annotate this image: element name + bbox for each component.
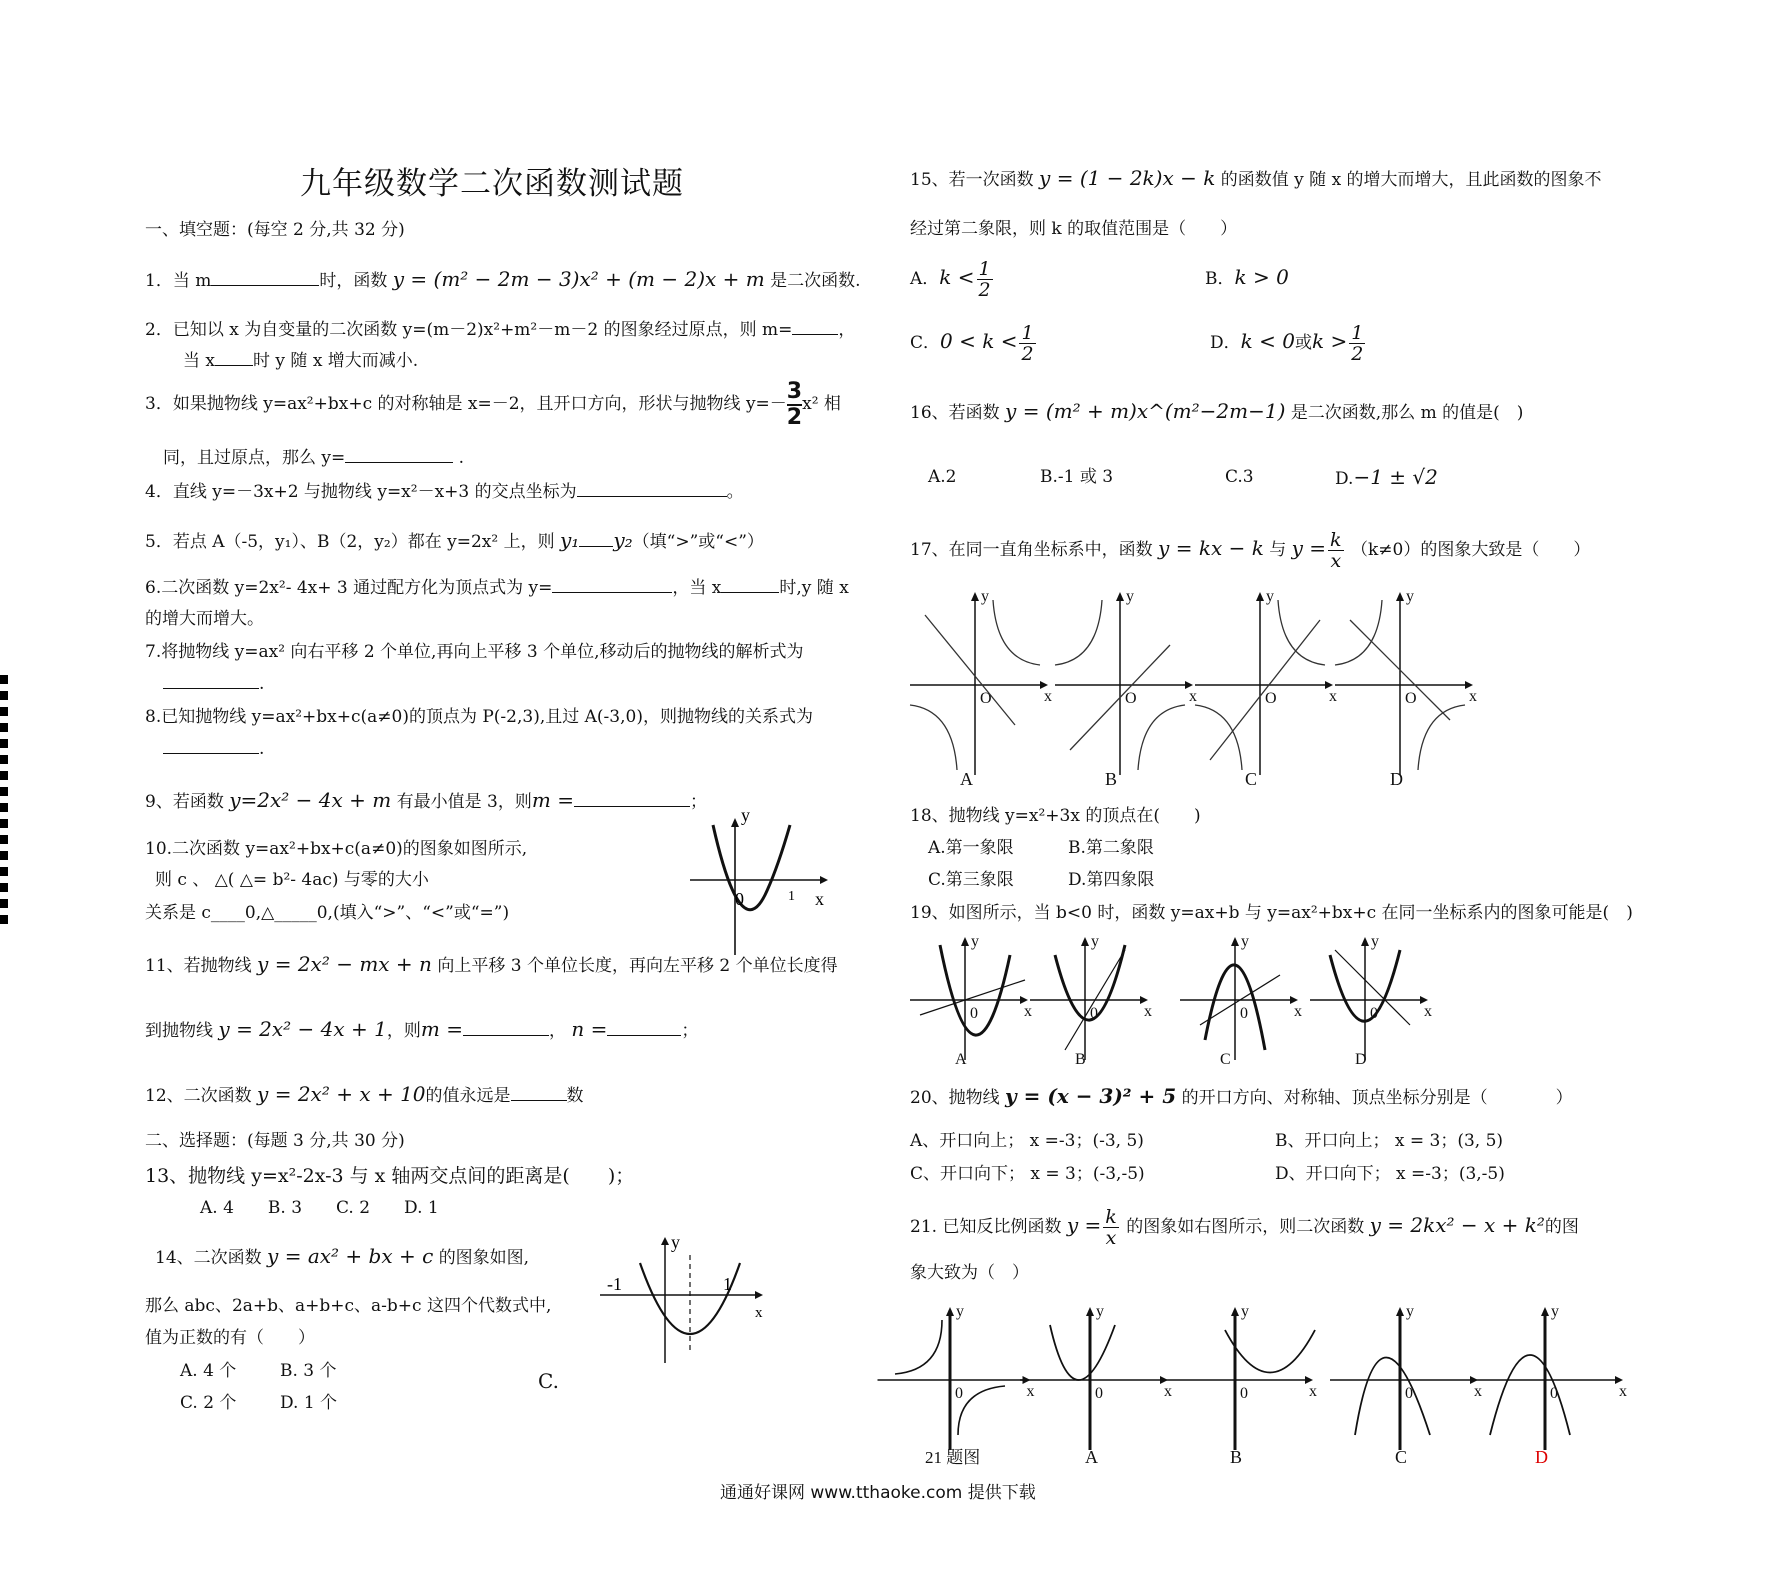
origin-label: 0 bbox=[955, 1385, 963, 1402]
graph-label-b: B bbox=[1105, 769, 1118, 789]
y-axis-arrow bbox=[1231, 1307, 1239, 1316]
q14-option-b: B. 3 个 bbox=[280, 1361, 337, 1381]
question-3-line2: 同，且过原点，那么 y= . bbox=[163, 448, 465, 468]
graph-label-b: B bbox=[1230, 1447, 1243, 1467]
axis-x-label: x bbox=[1424, 1003, 1432, 1020]
y-axis-arrow bbox=[1081, 937, 1089, 946]
origin-label: 0 bbox=[1240, 1385, 1248, 1402]
q21-graphs bbox=[890, 1305, 1680, 1465]
origin-label: O bbox=[1265, 690, 1277, 707]
axis-y-label: y bbox=[671, 1232, 680, 1252]
graph-label-a: A bbox=[1085, 1447, 1098, 1467]
axis-y-label: y bbox=[1241, 1303, 1249, 1320]
question-12: 12、二次函数 y = 2x² + x + 10的值永远是 数 bbox=[145, 1082, 584, 1106]
axis-y-label: y bbox=[1266, 588, 1274, 605]
q16-option-d: D.−1 ± √2 bbox=[1335, 465, 1438, 489]
axis-x-label: x bbox=[815, 889, 824, 909]
graph-label-a: A bbox=[960, 769, 973, 789]
q16-option-c: C.3 bbox=[1225, 467, 1254, 487]
question-7-blank: . bbox=[163, 672, 264, 695]
question-5: 5．若点 A（-5，y₁）、B（2，y₂）都在 y=2x² 上，则 y₁ y₂（填“>”或“<”） bbox=[145, 528, 764, 552]
q14-parabola-figure bbox=[595, 1232, 770, 1365]
question-14-line3: 值为正数的有（ ） bbox=[145, 1328, 315, 1348]
y-axis-arrow bbox=[1231, 937, 1239, 946]
question-2: 2．已知以 x 为自变量的二次函数 y=(m－2)x²+m²－m－2 的图象经过原点，则 m= ， bbox=[145, 320, 856, 340]
q20-option-c: C、开口向下； x = 3；(-3,-5) bbox=[910, 1164, 1145, 1184]
hyperbola-branch bbox=[1138, 705, 1185, 770]
answer-blank bbox=[607, 1019, 681, 1036]
question-6: 6.二次函数 y=2x²- 4x+ 3 通过配方化为顶点式为 y= ，当 x 时,y 随 x bbox=[145, 578, 849, 598]
axis-y-label: y bbox=[971, 933, 979, 950]
question-21-line2: 象大致为（ ） bbox=[910, 1263, 1029, 1283]
axis-y-label: y bbox=[1406, 1303, 1414, 1320]
axis-x-label: x bbox=[1044, 688, 1052, 705]
origin-label: 0 bbox=[1405, 1385, 1413, 1402]
q15-option-a: A．k < $\frac{1}{2}$ bbox=[910, 258, 991, 301]
graph-label-b: B bbox=[1075, 1051, 1086, 1068]
axis-x-label: x bbox=[1189, 688, 1197, 705]
question-3: 3．如果抛物线 y=ax²+bx+c 的对称轴是 x=－2，且开口方向，形状与抛物线 y=－ $\frac{3}{2}x^2$ 相 bbox=[145, 378, 841, 430]
page-footer: 通通好课网 www.tthaoke.com 提供下载 bbox=[720, 1483, 1036, 1503]
tick-minus-one: -1 bbox=[607, 1274, 622, 1294]
page-title: 九年级数学二次函数测试题 bbox=[300, 166, 684, 202]
question-13: 13、抛物线 y=x²-2x-3 与 x 轴两交点间的距离是( )； bbox=[145, 1165, 635, 1187]
question-14: 14、二次函数 y = ax² + bx + c 的图象如图, bbox=[155, 1244, 530, 1268]
axis-y-label: y bbox=[741, 805, 750, 825]
y-axis-arrow bbox=[961, 937, 969, 946]
tick-one: 1 bbox=[723, 1274, 732, 1294]
q18-option-a: A.第一象限 bbox=[928, 838, 1014, 858]
axis-y-label: y bbox=[1371, 933, 1379, 950]
origin-label: 0 bbox=[1240, 1005, 1248, 1022]
y-axis-arrow bbox=[1086, 1307, 1094, 1316]
q14-option-a: A. 4 个 bbox=[180, 1361, 237, 1381]
origin-label: 0 bbox=[1095, 1385, 1103, 1402]
axis-x-label: x bbox=[1309, 1383, 1317, 1400]
q15-option-d: D．k < 0或k > $\frac{1}{2}$ bbox=[1210, 322, 1364, 365]
section-fill-blank: 一、填空题：(每空 2 分,共 32 分) bbox=[145, 220, 405, 240]
figure-label-reference: 21 题图 bbox=[925, 1448, 981, 1467]
q18-option-d: D.第四象限 bbox=[1068, 870, 1155, 890]
answer-blank bbox=[579, 530, 613, 547]
y-axis-arrow bbox=[946, 1307, 954, 1316]
axis-y-label: y bbox=[1091, 933, 1099, 950]
answer-blank bbox=[345, 446, 453, 463]
answer-blank bbox=[577, 480, 727, 497]
hyperbola-branch bbox=[993, 600, 1040, 665]
question-8: 8.已知抛物线 y=ax²+bx+c(a≠0)的顶点为 P(-2,3),且过 A(-3,0)，则抛物线的关系式为 bbox=[145, 707, 813, 727]
linear-graph bbox=[1210, 620, 1320, 760]
hyperbola-branch bbox=[895, 1320, 942, 1374]
hyperbola-branch bbox=[1418, 705, 1465, 770]
question-15-line2: 经过第二象限，则 k 的取值范围是（ ） bbox=[910, 219, 1238, 239]
hyperbola-branch bbox=[958, 1386, 1005, 1435]
axis-x-label: x bbox=[1144, 1003, 1152, 1020]
y-axis-arrow bbox=[1396, 592, 1404, 601]
parabola-graph bbox=[1490, 1355, 1570, 1435]
q14-answer: C. bbox=[538, 1369, 559, 1393]
origin-label: O bbox=[980, 690, 992, 707]
question-9: 9、若函数 y=2x² − 4x + m 有最小值是 3，则m = ； bbox=[145, 788, 707, 812]
hyperbola-branch bbox=[1278, 600, 1325, 665]
question-16: 16、若函数 y = (m² + m)x^(m²−2m−1) 是二次函数,那么 m 的值是( ) bbox=[910, 399, 1524, 423]
axis-y-label: y bbox=[981, 588, 989, 605]
q16-option-a: A.2 bbox=[928, 467, 957, 487]
axis-y-label: y bbox=[1096, 1303, 1104, 1320]
axis-y-label: y bbox=[1551, 1303, 1559, 1320]
answer-blank bbox=[552, 576, 672, 593]
answer-blank bbox=[163, 672, 259, 689]
axis-x-label: x bbox=[1619, 1383, 1627, 1400]
axis-x-label: x bbox=[1294, 1003, 1302, 1020]
parabola-graph bbox=[1050, 1325, 1115, 1380]
origin-label: 0 bbox=[970, 1005, 978, 1022]
hyperbola-branch bbox=[1335, 600, 1382, 665]
q15-option-b: B．k > 0 bbox=[1205, 265, 1289, 289]
origin-label: 0 bbox=[1090, 1005, 1098, 1022]
parabola-graph bbox=[1225, 1330, 1315, 1373]
axis-y-label: y bbox=[956, 1303, 964, 1320]
axis-x-label: x bbox=[1474, 1383, 1482, 1400]
binding-edge-marks bbox=[0, 675, 8, 925]
answer-blank bbox=[215, 349, 253, 366]
q20-option-d: D、开口向下； x =-3；(3,-5) bbox=[1275, 1164, 1505, 1184]
y-axis-arrow bbox=[1256, 592, 1264, 601]
answer-blank bbox=[792, 318, 838, 335]
tick-one-label: 1 bbox=[788, 889, 795, 904]
q18-option-b: B.第二象限 bbox=[1068, 838, 1154, 858]
question-21: 21. 已知反比例函数 y = $\frac{k}{x}$ 的图象如右图所示，则二次函数 y = 2kx² − x + k²的图 bbox=[910, 1206, 1579, 1249]
q17-graphs bbox=[905, 575, 1495, 790]
graph-label-c: C bbox=[1220, 1051, 1231, 1068]
question-10: 10.二次函数 y=ax²+bx+c(a≠0)的图象如图所示, bbox=[145, 839, 528, 859]
origin-label: 0 bbox=[1370, 1005, 1378, 1022]
question-10-line2: 则 c 、 △( △= b²- 4ac) 与零的大小 bbox=[155, 870, 429, 890]
answer-blank bbox=[211, 269, 319, 286]
q15-option-c: C．0 < k < $\frac{1}{2}$ bbox=[910, 322, 1034, 365]
section-multiple-choice: 二、选择题：(每题 3 分,共 30 分) bbox=[145, 1131, 405, 1151]
graph-label-c: C bbox=[1395, 1447, 1408, 1467]
hyperbola-branch bbox=[910, 705, 957, 770]
hyperbola-branch bbox=[1195, 705, 1242, 770]
axis-x-label: x bbox=[1469, 688, 1477, 705]
question-10-line3: 关系是 c____0,△_____0,(填入“>”、“<”或“=”) bbox=[145, 903, 510, 923]
answer-blank bbox=[511, 1084, 567, 1101]
answer-blank bbox=[721, 576, 779, 593]
graph-label-c: C bbox=[1245, 769, 1258, 789]
y-axis-arrow bbox=[1541, 1307, 1549, 1316]
origin-label: O bbox=[1405, 690, 1417, 707]
graph-label-a: A bbox=[955, 1051, 967, 1068]
graph-label-d: D bbox=[1535, 1447, 1548, 1467]
question-8-blank: . bbox=[163, 737, 264, 760]
question-11: 11、若抛物线 y = 2x² − mx + n 向上平移 3 个单位长度，再向左平移 2 个单位长度得 bbox=[145, 952, 838, 976]
question-6-line2: 的增大而增大。 bbox=[145, 609, 264, 629]
question-14-line2: 那么 abc、2a+b、a+b+c、a-b+c 这四个代数式中, bbox=[145, 1296, 552, 1316]
question-18: 18、抛物线 y=x²+3x 的顶点在( ) bbox=[910, 806, 1201, 826]
q20-option-a: A、开口向上； x =-3；(-3, 5) bbox=[910, 1131, 1144, 1151]
answer-blank bbox=[574, 790, 690, 807]
answer-blank bbox=[463, 1019, 549, 1036]
q20-option-b: B、开口向上； x = 3；(3, 5) bbox=[1275, 1131, 1504, 1151]
q14-option-d: D. 1 个 bbox=[280, 1393, 338, 1413]
question-7: 7.将抛物线 y=ax² 向右平移 2 个单位,再向上平移 3 个单位,移动后的抛物线的解析式为 bbox=[145, 642, 804, 662]
y-axis-arrow bbox=[1361, 937, 1369, 946]
question-19: 19、如图所示，当 b<0 时，函数 y=ax+b 与 y=ax²+bx+c 在同一坐标系内的图象可能是( ) bbox=[910, 903, 1633, 923]
axis-y-label: y bbox=[1241, 933, 1249, 950]
question-11-line2: 到抛物线 y = 2x² − 4x + 1，则m = ， n = ； bbox=[145, 1017, 699, 1041]
y-axis-arrow bbox=[1116, 592, 1124, 601]
q16-option-b: B.-1 或 3 bbox=[1040, 467, 1114, 487]
q18-option-c: C.第三象限 bbox=[928, 870, 1014, 890]
linear-graph bbox=[925, 615, 1015, 725]
answer-blank bbox=[163, 737, 259, 754]
fraction-three-halves: $\frac{3}{2}$ bbox=[786, 378, 803, 430]
axis-y-label: y bbox=[1406, 588, 1414, 605]
origin-label: 0 bbox=[735, 889, 744, 909]
axis-y-label: y bbox=[1126, 588, 1134, 605]
origin-label: O bbox=[1125, 690, 1137, 707]
q14-option-c: C. 2 个 bbox=[180, 1393, 237, 1413]
parabola-graph bbox=[1355, 1358, 1430, 1436]
q10-parabola-figure bbox=[685, 805, 830, 960]
question-2-line2: 当 x 时 y 随 x 增大而减小. bbox=[183, 351, 419, 371]
question-13-options: A. 4 B. 3 C. 2 D. 1 bbox=[200, 1198, 439, 1218]
y-axis-arrow bbox=[971, 592, 979, 601]
axis-x-label: x bbox=[755, 1305, 763, 1321]
question-20: 20、抛物线 y = (x − 3)² + 5 的开口方向、对称轴、顶点坐标分别是（ ） bbox=[910, 1084, 1573, 1108]
question-4: 4．直线 y=－3x+2 与抛物线 y=x²－x+3 的交点坐标为 。 bbox=[145, 482, 744, 502]
axis-x-label: x bbox=[1329, 688, 1337, 705]
graph-label-d: D bbox=[1355, 1051, 1367, 1068]
axis-x-label: x bbox=[1164, 1383, 1172, 1400]
question-1: 1．当 m 时，函数 y = (m² − 2m − 3)x² + (m − 2)x + m 是二次函数. bbox=[145, 267, 861, 291]
question-17: 17、在同一直角坐标系中，函数 y = kx − k 与 y = $\frac{k}{x}$ （k≠0）的图象大致是（ ） bbox=[910, 529, 1591, 572]
origin-label: 0 bbox=[1550, 1385, 1558, 1402]
axis-x-label: x bbox=[1024, 1003, 1032, 1020]
hyperbola-branch bbox=[1055, 600, 1102, 665]
graph-label-d: D bbox=[1390, 769, 1403, 789]
axis-x-label: x bbox=[1026, 1383, 1035, 1400]
y-axis-arrow bbox=[1396, 1307, 1404, 1316]
q19-graphs bbox=[915, 933, 1495, 1068]
question-15: 15、若一次函数 y = (1 − 2k)x − k 的函数值 y 随 x 的增大而增大，且此函数的图象不 bbox=[910, 166, 1602, 190]
